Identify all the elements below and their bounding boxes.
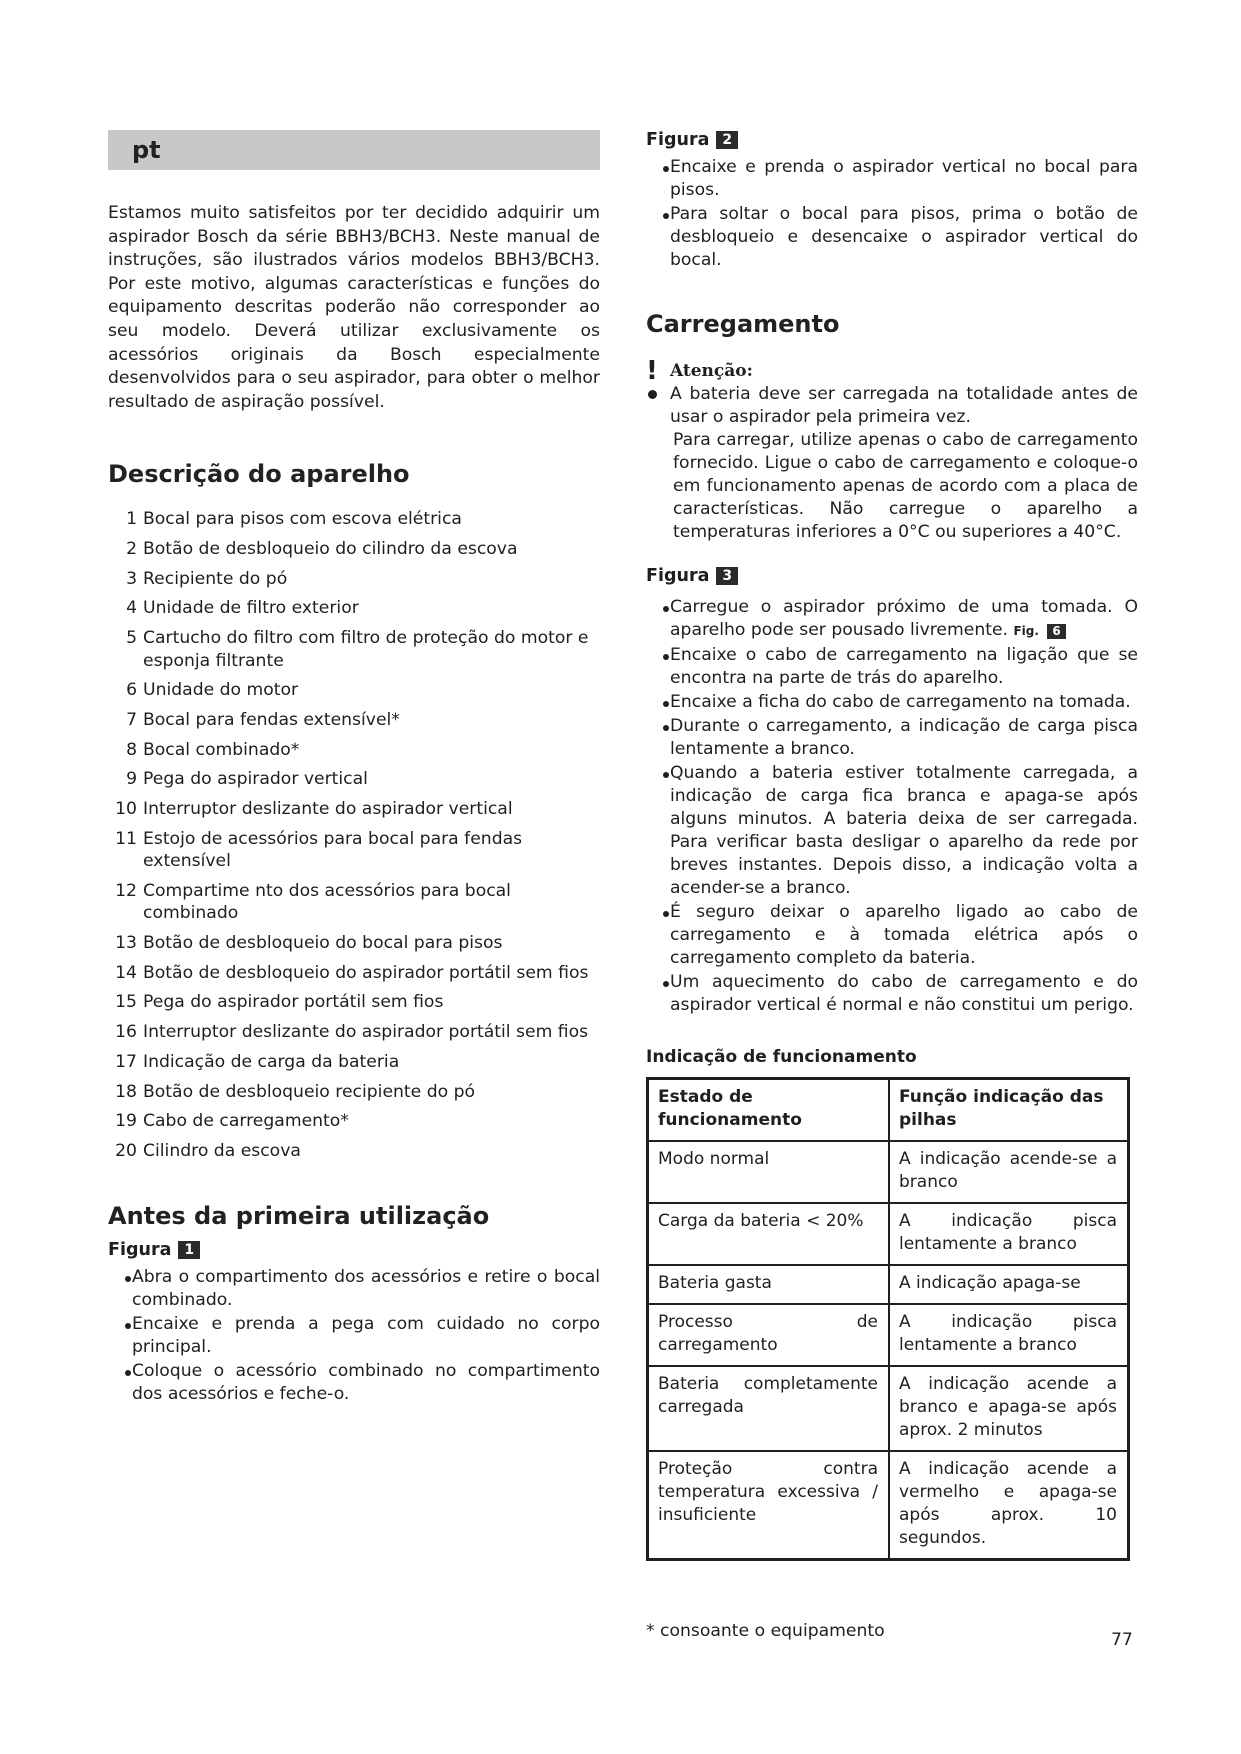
part-number: 9 — [126, 769, 137, 790]
state-cell: Modo normal — [648, 1141, 890, 1203]
part-number: 6 — [126, 680, 137, 701]
figure-2-list — [646, 156, 1138, 272]
table-row — [648, 1451, 1129, 1560]
part-text: Cabo de carregamento* — [143, 1111, 349, 1132]
list-item — [108, 798, 600, 821]
part-number: 19 — [115, 1111, 137, 1132]
table-row — [648, 1141, 1129, 1203]
table-header-row — [648, 1079, 1129, 1142]
part-number: 17 — [115, 1051, 137, 1072]
list-item: Abra o compartimento dos acessórios e retire o bocal combinado. — [108, 1266, 600, 1312]
part-text: Cartucho do filtro com filtro de proteção do motor e esponja filtrante — [143, 628, 589, 671]
part-text: Interruptor deslizante do aspirador portátil sem fios — [143, 1022, 589, 1043]
list-item: Durante o carregamento, a indicação de carga pisca lentamente a branco. — [646, 715, 1138, 761]
function-cell: A indicação acende a vermelho e apaga-se após aprox. 10 segundos. — [889, 1451, 1129, 1560]
part-number: 16 — [115, 1022, 137, 1043]
part-number: 11 — [115, 828, 137, 849]
state-cell: Bateria completamente carregada — [648, 1366, 890, 1451]
list-item — [108, 538, 600, 561]
list-item — [108, 1140, 600, 1163]
part-text: Unidade do motor — [143, 680, 299, 701]
part-number: 13 — [115, 933, 137, 954]
exclamation-icon: ! — [646, 356, 658, 386]
status-table-title: Indicação de funcionamento — [646, 1047, 917, 1067]
list-item — [108, 828, 600, 873]
list-item: Para soltar o bocal para pisos, prima o botão de desbloqueio e desencaixe o aspirador vertical do bocal. — [646, 203, 1138, 272]
part-text: Bocal para fendas extensível* — [143, 709, 400, 730]
part-text: Pega do aspirador vertical — [143, 769, 368, 790]
part-number: 3 — [126, 568, 137, 589]
list-item — [108, 597, 600, 620]
list-item — [108, 568, 600, 591]
part-number: 15 — [115, 992, 137, 1013]
before-first-use-list — [108, 1266, 600, 1406]
figure-2-label — [646, 130, 1138, 150]
figure-1-text: Figura — [108, 1240, 172, 1261]
figure-3-number: 3 — [716, 567, 738, 585]
list-item: Encaixe e prenda a pega com cuidado no corpo principal. — [108, 1313, 600, 1359]
language-bar — [108, 130, 600, 170]
list-item — [108, 508, 600, 531]
figure-3-label — [646, 566, 1138, 586]
header-state: Estado de funcionamento — [648, 1079, 890, 1142]
warning-subtext: Para carregar, utilize apenas o cabo de carregamento fornecido. Ligue o cabo de carregamento e coloque-o em funcionamento apenas de acordo com a placa de características. Não carregue o aparelho a temperaturas inferiores a 0°C ou superiores a 40°C. — [673, 430, 1138, 542]
list-item: É seguro deixar o aparelho ligado ao cabo de carregamento e à tomada elétrica após o carregamento completo da bateria. — [646, 901, 1138, 970]
list-item: Coloque o acessório combinado no compartimento dos acessórios e feche-o. — [108, 1360, 600, 1406]
figure-1-number: 1 — [178, 1241, 200, 1259]
left-column — [108, 130, 600, 1407]
state-cell: Processo de carregamento — [648, 1304, 890, 1366]
part-number: 1 — [126, 509, 137, 530]
part-text: Estojo de acessórios para bocal para fendas extensível — [143, 828, 523, 872]
part-number: 8 — [126, 739, 137, 760]
list-item — [108, 932, 600, 955]
status-table — [646, 1077, 1130, 1561]
footnote: * consoante o equipamento — [646, 1621, 885, 1641]
list-item — [108, 679, 600, 702]
part-text: Botão de desbloqueio do cilindro da escova — [143, 539, 518, 560]
function-cell: A indicação pisca lentamente a branco — [889, 1304, 1129, 1366]
page-number: 77 — [1111, 1630, 1133, 1650]
list-item — [108, 962, 600, 985]
list-item — [646, 596, 1138, 643]
figure-2-number: 2 — [716, 131, 738, 149]
part-text: Bocal para pisos com escova elétrica — [143, 509, 462, 530]
table-row — [648, 1304, 1129, 1366]
table-row — [648, 1265, 1129, 1304]
table-row — [648, 1203, 1129, 1265]
part-text: Indicação de carga da bateria — [143, 1051, 400, 1072]
figure-6-number: 6 — [1047, 624, 1065, 639]
description-heading: Descrição do aparelho — [108, 460, 410, 489]
part-text: Botão de desbloqueio do aspirador portátil sem fios — [143, 962, 589, 983]
part-text: Compartime nto dos acessórios para bocal combinado — [143, 880, 511, 924]
list-item: Encaixe o cabo de carregamento na ligação que se encontra na parte de trás do aparelho. — [646, 644, 1138, 690]
part-number: 20 — [115, 1140, 137, 1161]
part-text: Interruptor deslizante do aspirador vertical — [143, 799, 513, 820]
part-text: Botão de desbloqueio do bocal para pisos — [143, 933, 503, 954]
function-cell: A indicação pisca lentamente a branco — [889, 1203, 1129, 1265]
list-item: Quando a bateria estiver totalmente carregada, a indicação de carga fica branca e apaga-se após alguns minutos. A bateria deixa de ser carregada. Para verificar basta desligar o aparelho da rede por breves instantes. Depois disso, a indicação volta a acender-se a branco. — [646, 762, 1138, 900]
state-cell: Bateria gasta — [648, 1265, 890, 1304]
warning-block — [646, 356, 1138, 544]
figure-6-text: Fig. — [1013, 624, 1039, 638]
part-number: 2 — [126, 539, 137, 560]
parts-list — [108, 508, 600, 1162]
part-text: Bocal combinado* — [143, 739, 300, 760]
list-item — [108, 768, 600, 791]
figure-1-label — [108, 1240, 600, 1260]
part-number: 12 — [115, 880, 137, 901]
charging-bullet-1-text: Carregue o aspirador próximo de uma tomada. O aparelho pode ser pousado livremente. — [670, 597, 1138, 640]
part-number: 5 — [126, 628, 137, 649]
right-column — [646, 130, 1138, 1561]
list-item — [108, 709, 600, 732]
state-cell: Proteção contra temperatura excessiva / insuficiente — [648, 1451, 890, 1560]
figure-3-text: Figura — [646, 566, 710, 586]
bullet-dot-icon — [648, 390, 657, 399]
list-item — [108, 1051, 600, 1074]
list-item: Encaixe a ficha do cabo de carregamento na tomada. — [646, 691, 1138, 714]
part-number: 14 — [115, 962, 137, 983]
figure-2-text: Figura — [646, 130, 710, 150]
list-item: Um aquecimento do cabo de carregamento e do aspirador vertical é normal e não constitui um perigo. — [646, 971, 1138, 1017]
part-text: Recipiente do pó — [143, 568, 288, 589]
list-item — [108, 1021, 600, 1044]
list-item — [108, 991, 600, 1014]
before-first-use-heading: Antes da primeira utilização — [108, 1202, 490, 1231]
state-cell: Carga da bateria < 20% — [648, 1203, 890, 1265]
part-number: 18 — [115, 1081, 137, 1102]
list-item — [108, 627, 600, 672]
table-row — [648, 1366, 1129, 1451]
function-cell: A indicação acende a branco e apaga-se após aprox. 2 minutos — [889, 1366, 1129, 1451]
function-cell: A indicação acende-se a branco — [889, 1141, 1129, 1203]
charging-heading: Carregamento — [646, 310, 840, 338]
list-item — [108, 880, 600, 925]
part-text: Pega do aspirador portátil sem fios — [143, 992, 444, 1013]
list-item: Encaixe e prenda o aspirador vertical no bocal para pisos. — [646, 156, 1138, 202]
part-number: 7 — [126, 709, 137, 730]
intro-text — [108, 202, 600, 414]
part-number: 4 — [126, 598, 137, 619]
function-cell: A indicação apaga-se — [889, 1265, 1129, 1304]
part-text: Botão de desbloqueio recipiente do pó — [143, 1081, 476, 1102]
part-text: Unidade de filtro exterior — [143, 598, 359, 619]
charging-list — [646, 596, 1138, 1017]
intro-paragraph: Estamos muito satisfeitos por ter decidido adquirir um aspirador Bosch da série BBH3/BCH3. Neste manual de instruções, são ilustrados vários modelos BBH3/BCH3. Por este motivo, algumas características e funções do equipamento descritas poderão não corresponder ao seu modelo. Deverá utilizar exclusivamente os acessórios originais da Bosch especialmente desenvolvidos para o seu aspirador, para obter o melhor resultado de aspiração possível. — [108, 203, 600, 412]
warning-title: Atenção: — [670, 361, 753, 381]
list-item — [108, 1110, 600, 1133]
part-number: 10 — [115, 799, 137, 820]
warning-text: A bateria deve ser carregada na totalidade antes de usar o aspirador pela primeira vez. — [670, 384, 1138, 427]
language-label: pt — [132, 136, 161, 164]
list-item — [108, 739, 600, 762]
header-function: Função indicação das pilhas — [889, 1079, 1129, 1142]
part-text: Cilindro da escova — [143, 1140, 301, 1161]
list-item — [108, 1081, 600, 1104]
